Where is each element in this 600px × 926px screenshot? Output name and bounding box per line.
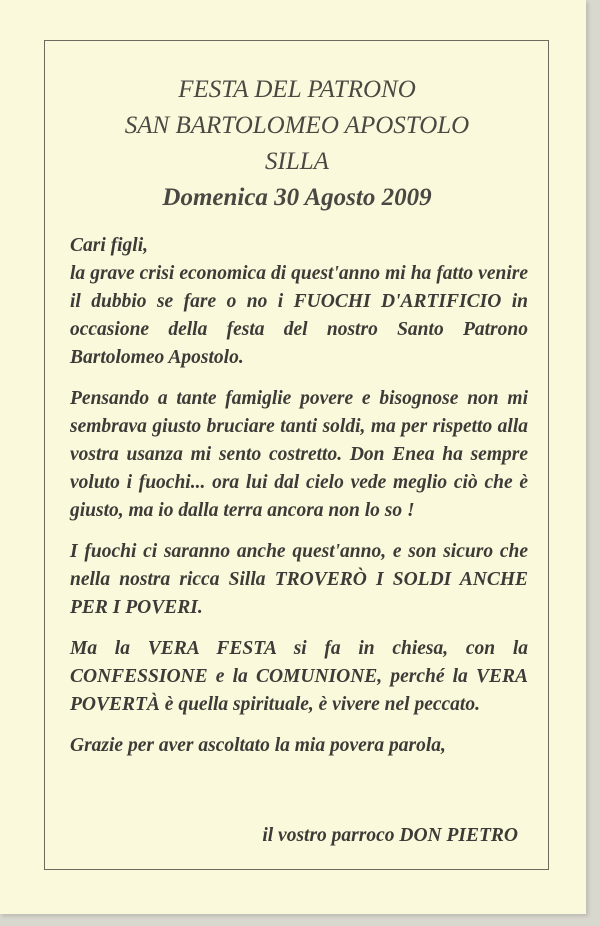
title-block <box>46 72 548 216</box>
title-line-1: FESTA DEL PATRONO <box>178 76 416 103</box>
letter-paragraph-2: Pensando a tante famiglie povere e bisognose non mi sembrava giusto bruciare tanti soldi, ma per rispetto alla vostra usanza mi sento costretto. Don Enea ha sempre voluto i fuochi... ora lui dal cielo vede meglio ciò che è giusto, ma io dalla terra ancora non lo so ! <box>70 388 528 521</box>
letter-greeting: Cari figli, <box>70 235 149 256</box>
letter-paragraph-4: Ma la VERA FESTA si fa in chiesa, con la CONFESSIONE e la COMUNIONE, perché la VERA POVERTÀ è quella spirituale, è vivere nel peccato. <box>70 638 528 715</box>
title-line-3: SILLA <box>265 148 329 175</box>
letter-closing: Grazie per aver ascoltato la mia povera parola, <box>70 735 446 756</box>
letter-paragraph-1: la grave crisi economica di quest'anno mi ha fatto venire il dubbio se fare o no i FUOCHI D'ARTIFICIO in occasione della festa del nostro Santo Patrono Bartolomeo Apostolo. <box>70 263 528 368</box>
event-date: Domenica 30 Agosto 2009 <box>162 184 432 211</box>
letter-body <box>70 232 528 773</box>
letter-paragraph-3: I fuochi ci saranno anche quest'anno, e son sicuro che nella nostra ricca Silla TROVERÒ I SOLDI ANCHE PER I POVERI. <box>70 541 528 618</box>
title-line-2: SAN BARTOLOMEO APOSTOLO <box>124 112 470 139</box>
letter-signature: il vostro parroco DON PIETRO <box>262 825 518 846</box>
